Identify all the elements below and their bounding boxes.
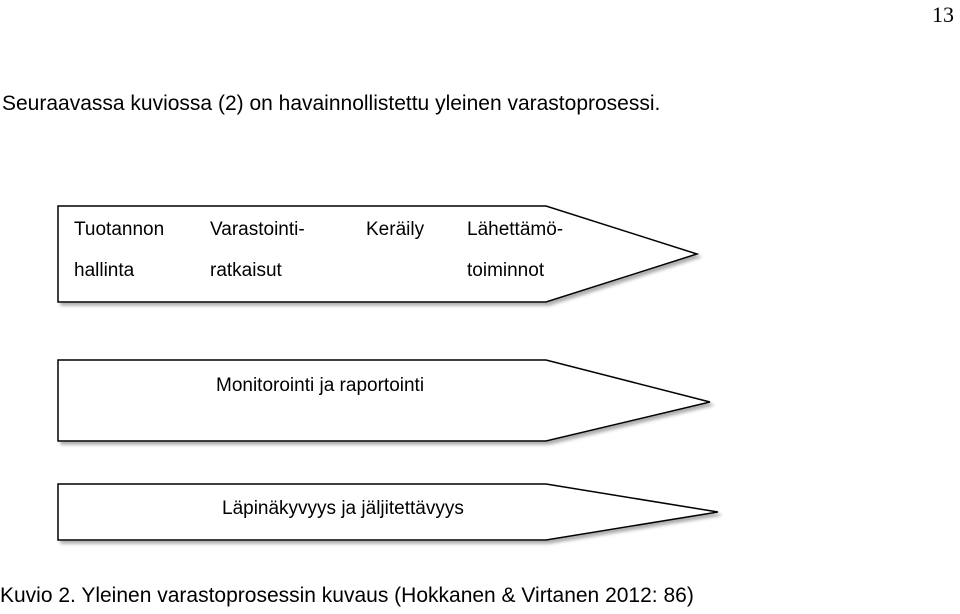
label-hallinta: hallinta — [74, 260, 135, 281]
figure-caption: Kuvio 2. Yleinen varastoprosessin kuvaus (Hokkanen & Virtanen 2012: 86) — [0, 584, 694, 607]
page-number: 13 — [932, 2, 954, 27]
label-keraily: Keräily — [366, 219, 425, 240]
label-toiminnot: toiminnot — [467, 260, 545, 281]
intro-paragraph: Seuraavassa kuviossa (2) on havainnollistettu yleinen varastoprosessi. — [2, 92, 661, 115]
transparency-label: Läpinäkyvyys ja jäljitettävyys — [222, 498, 464, 519]
label-varastointi: Varastointi- — [210, 219, 305, 240]
label-ratkaisut: ratkaisut — [210, 260, 282, 281]
label-lahettamo: Lähettämö- — [467, 219, 564, 240]
label-tuotannon: Tuotannon — [74, 219, 165, 240]
monitoring-arrow — [58, 360, 710, 441]
monitoring-label: Monitorointi ja raportointi — [216, 375, 425, 396]
